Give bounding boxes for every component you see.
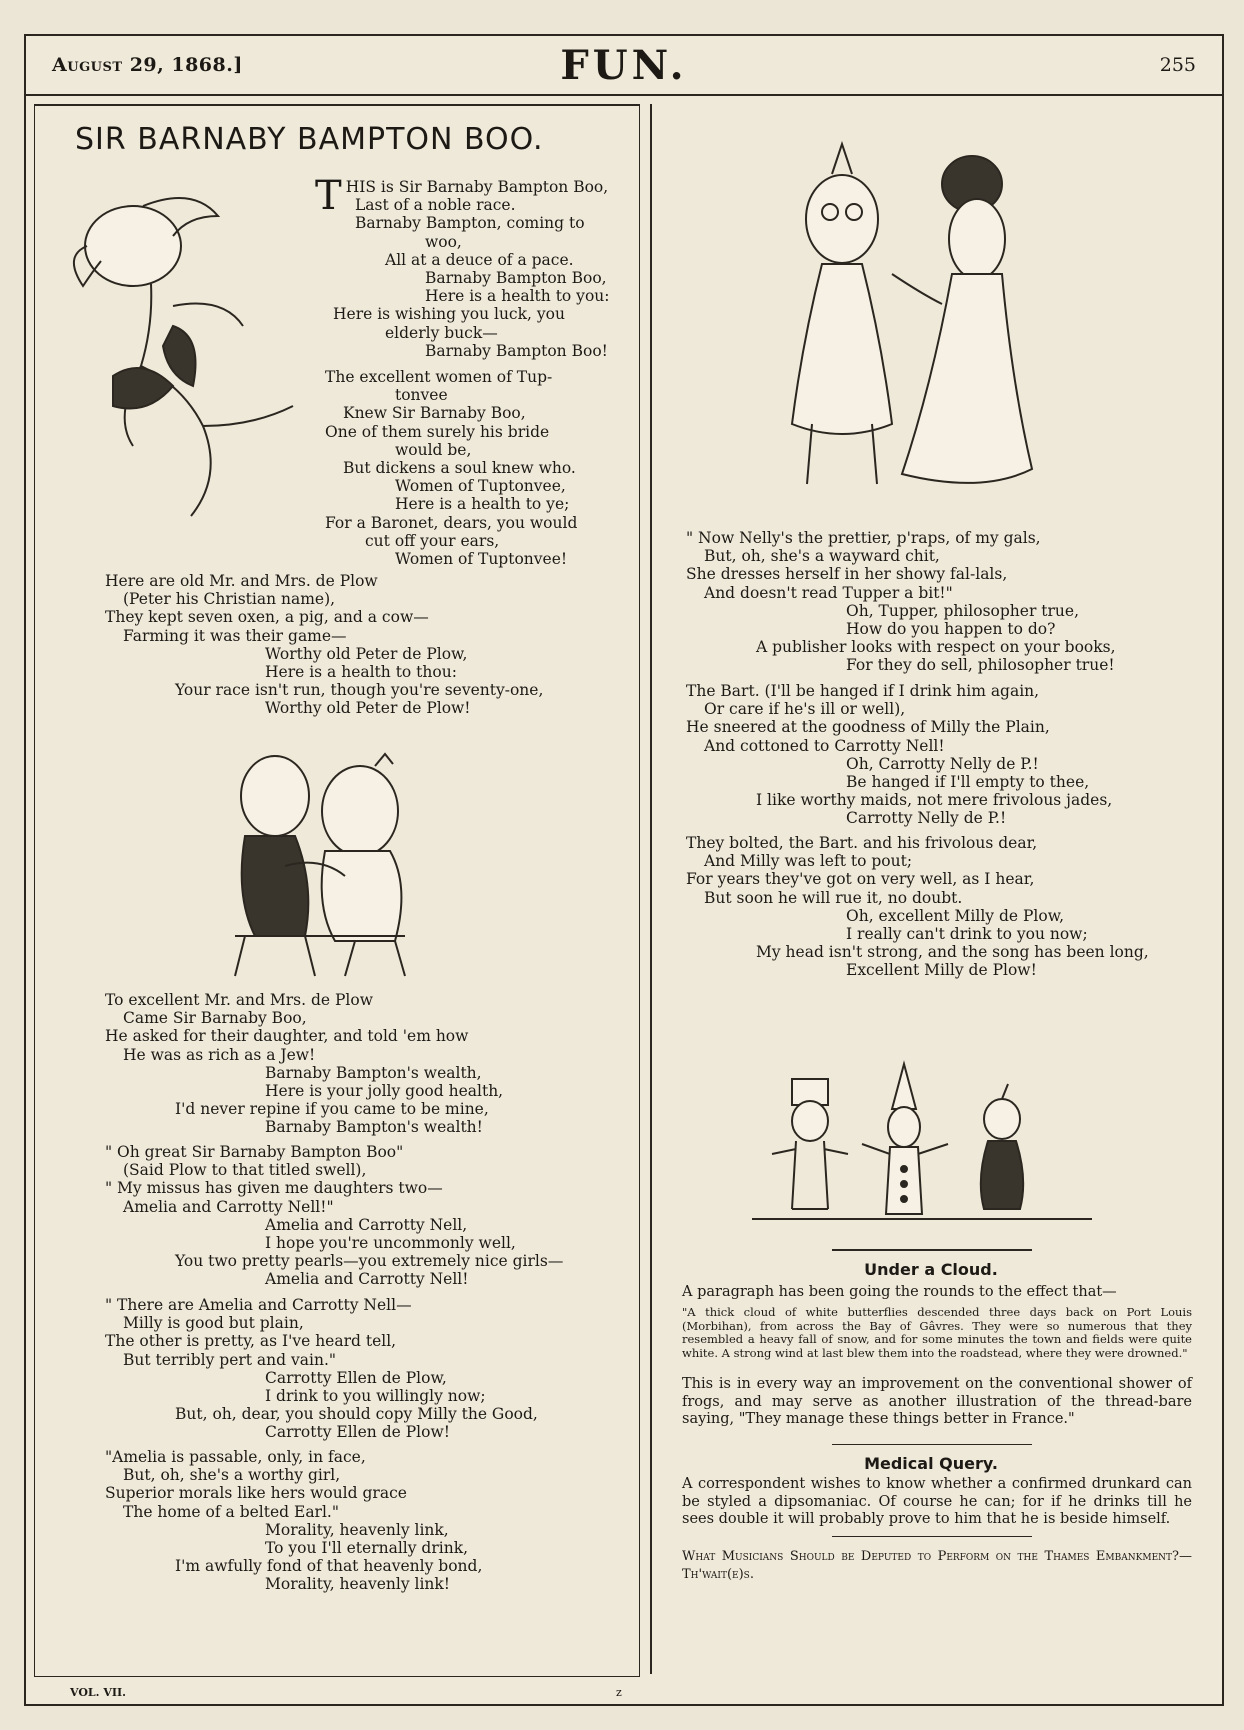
stanza-6 bbox=[105, 1296, 625, 1442]
verse-line: She dresses herself in her showy fal-lals, bbox=[686, 565, 1008, 584]
verse-line: Oh, Tupper, philosopher true, bbox=[846, 601, 1080, 620]
verse-line: Here is your jolly good health, bbox=[265, 1082, 504, 1101]
verse-line: My head isn't strong, and the song has been long, bbox=[756, 943, 1149, 962]
verse-line: They kept seven oxen, a pig, and a cow— bbox=[105, 608, 429, 627]
verse-line: One of them surely his bride bbox=[325, 422, 550, 441]
medical-heading: Medical Query. bbox=[864, 1454, 998, 1473]
verse-line: " My missus has given me daughters two— bbox=[105, 1179, 443, 1198]
stanza-5 bbox=[105, 1143, 625, 1289]
verse-line: Here is a health to you: bbox=[425, 287, 610, 306]
verse-line: He sneered at the goodness of Milly the Plain, bbox=[686, 718, 1050, 737]
verse-line: Milly is good but plain, bbox=[123, 1314, 304, 1333]
verse-line: I hope you're uncommonly well, bbox=[265, 1234, 516, 1253]
verse-line: Amelia and Carrotty Nell!" bbox=[123, 1197, 334, 1216]
verse-line: But dickens a soul knew who. bbox=[343, 459, 576, 478]
right-column bbox=[650, 104, 1210, 1674]
verse-line: Worthy old Peter de Plow! bbox=[265, 699, 471, 718]
verse-line: For a Baronet, dears, you would bbox=[325, 513, 578, 532]
verse-line: Morality, heavenly link, bbox=[265, 1520, 449, 1539]
volume-label: VOL. VII. bbox=[70, 1686, 126, 1699]
left-column bbox=[34, 104, 640, 1677]
medical-body: A correspondent wishes to know whether a confirmed drunkard can be styled a dipsomaniac. Of course he can; for if he drinks till he sees double it will probably prove to him that he is beside himself. bbox=[682, 1476, 1192, 1527]
verse-line: He asked for their daughter, and told 'em how bbox=[105, 1027, 469, 1046]
stanza-2 bbox=[325, 368, 631, 568]
verse-line: Carrotty Ellen de Plow, bbox=[265, 1368, 447, 1387]
seated-couple-illustration bbox=[205, 736, 465, 986]
stanza-1: THIS is Sir Barnaby Bampton Boo, Last of a noble race. Barnaby Bampton, coming to woo, All at a deuce of a pace. Barnaby Bampton Boo, Here is a health to you: Here is wishing you luck, you elderly buck— Barnaby Bampton Boo! bbox=[315, 178, 631, 360]
right-stanza-2 bbox=[686, 682, 1206, 828]
verse-line: Here are old Mr. and Mrs. de Plow bbox=[105, 572, 378, 590]
verse-line: tonvee bbox=[395, 386, 448, 405]
verse-line: (Peter his Christian name), bbox=[123, 590, 336, 609]
verse-line: But soon he will rue it, no doubt. bbox=[704, 888, 963, 907]
verse-line: Worthy old Peter de Plow, bbox=[265, 644, 468, 663]
verse-line: He was as rich as a Jew! bbox=[123, 1045, 316, 1064]
cloud-heading: Under a Cloud. bbox=[864, 1260, 998, 1279]
verse-line: Women of Tuptonvee! bbox=[395, 550, 568, 569]
section-rule bbox=[832, 1536, 1032, 1537]
cloud-body: This is in every way an improvement on the conventional shower of frogs, and may serve as another illustration of the thread-bare saying, "They manage these things better in France." bbox=[682, 1376, 1192, 1427]
three-figures-illustration bbox=[752, 1059, 1092, 1234]
verse-line: HIS is Sir Barnaby Bampton Boo, bbox=[345, 178, 609, 196]
verse-line: How do you happen to do? bbox=[846, 620, 1056, 639]
verse-line: (Said Plow to that titled swell), bbox=[123, 1161, 367, 1180]
stanza-7 bbox=[105, 1448, 625, 1594]
section-rule bbox=[832, 1444, 1032, 1445]
verse-line: Or care if he's ill or well), bbox=[704, 700, 906, 719]
verse-line: I drink to you willingly now; bbox=[265, 1387, 486, 1406]
verse-line: Oh, Carrotty Nelly de P.! bbox=[846, 754, 1039, 773]
verse-line: To excellent Mr. and Mrs. de Plow bbox=[105, 991, 373, 1009]
verse-line: Carrotty Ellen de Plow! bbox=[265, 1423, 450, 1442]
verse-line: elderly buck— bbox=[385, 323, 498, 342]
verse-line: But, oh, she's a wayward chit, bbox=[704, 547, 940, 566]
verse-line: The home of a belted Earl." bbox=[123, 1502, 339, 1521]
verse-line: Barnaby Bampton Boo, bbox=[425, 269, 607, 288]
verse-line: Superior morals like hers would grace bbox=[105, 1484, 407, 1503]
right-stanza-1 bbox=[686, 529, 1206, 675]
verse-line: Women of Tuptonvee, bbox=[395, 477, 566, 496]
verse-line: I'd never repine if you came to be mine, bbox=[175, 1100, 489, 1119]
verse-line: Barnaby Bampton's wealth! bbox=[265, 1118, 483, 1137]
verse-line: You two pretty pearls—you extremely nice girls— bbox=[175, 1252, 564, 1271]
verse-line: But terribly pert and vain." bbox=[123, 1350, 336, 1369]
verse-line: Amelia and Carrotty Nell, bbox=[265, 1215, 468, 1234]
verse-line: And Milly was left to pout; bbox=[704, 852, 913, 871]
issue-date: August 29, 1868.] bbox=[52, 54, 243, 76]
musicians-note: What Musicians Should be Deputed to Perform on the Thames Embankment?—Th'wait(e)s. bbox=[682, 1549, 1192, 1582]
verse-line: woo, bbox=[425, 232, 462, 251]
verse-line: I really can't drink to you now; bbox=[846, 925, 1088, 944]
verse-line: would be, bbox=[395, 440, 472, 459]
verse-line: cut off your ears, bbox=[365, 531, 500, 550]
verse-line: Here is a health to thou: bbox=[265, 663, 457, 682]
verse-line: Amelia and Carrotty Nell! bbox=[265, 1270, 469, 1289]
page-header bbox=[26, 36, 1222, 96]
verse-line: And cottoned to Carrotty Nell! bbox=[704, 736, 945, 755]
verse-line: " Oh great Sir Barnaby Bampton Boo" bbox=[105, 1143, 404, 1161]
verse-line: Barnaby Bampton Boo! bbox=[425, 341, 608, 360]
right-stanza-3 bbox=[686, 834, 1206, 980]
masthead: FUN. bbox=[560, 42, 688, 89]
cloud-intro: A paragraph has been going the rounds to the effect that— bbox=[682, 1284, 1117, 1300]
verse-line: Be hanged if I'll empty to thee, bbox=[846, 773, 1090, 792]
verse-line: A publisher looks with respect on your books, bbox=[756, 638, 1116, 657]
verse-line: Last of a noble race. bbox=[355, 196, 516, 215]
verse-line: Excellent Milly de Plow! bbox=[846, 961, 1037, 980]
verse-line: Morality, heavenly link! bbox=[265, 1575, 451, 1594]
verse-line: Here is a health to ye; bbox=[395, 495, 570, 514]
verse-line: For they do sell, philosopher true! bbox=[846, 656, 1115, 675]
verse-line: Oh, excellent Milly de Plow, bbox=[846, 906, 1065, 925]
verse-line: Your race isn't run, though you're seventy-one, bbox=[175, 681, 544, 700]
verse-line: For years they've got on very well, as I hear, bbox=[686, 870, 1035, 889]
poem-title: SIR BARNABY BAMPTON BOO. bbox=[75, 122, 544, 157]
verse-line: Barnaby Bampton's wealth, bbox=[265, 1063, 482, 1082]
cloud-quote: "A thick cloud of white butterflies descended three days back on Port Louis (Morbihan), from across the Bay of Gâvres. They were so numerous that they resembled a heavy fall of snow, and for some minutes the town and fields were quite white. A strong wind at last blew them into the roadstead, where they were drowned." bbox=[682, 1305, 1192, 1360]
verse-line: I'm awfully fond of that heavenly bond, bbox=[175, 1557, 483, 1576]
verse-line: And doesn't read Tupper a bit!" bbox=[704, 583, 953, 602]
verse-line: They bolted, the Bart. and his frivolous dear, bbox=[686, 834, 1038, 852]
verse-line: Knew Sir Barnaby Boo, bbox=[343, 404, 526, 423]
verse-line: " Now Nelly's the prettier, p'raps, of my gals, bbox=[686, 529, 1041, 547]
verse-line: The Bart. (I'll be hanged if I drink him again, bbox=[686, 682, 1040, 700]
verse-line: Barnaby Bampton, coming to bbox=[355, 214, 585, 233]
newspaper-page bbox=[24, 34, 1224, 1706]
verse-line: All at a deuce of a pace. bbox=[385, 250, 574, 269]
verse-line: Farming it was their game— bbox=[123, 626, 347, 645]
verse-line: Came Sir Barnaby Boo, bbox=[123, 1009, 307, 1028]
verse-line: I like worthy maids, not mere frivolous jades, bbox=[756, 791, 1113, 810]
barnaby-illustration bbox=[53, 176, 313, 536]
verse-line: To you I'll eternally drink, bbox=[265, 1539, 469, 1558]
verse-line: " There are Amelia and Carrotty Nell— bbox=[105, 1296, 412, 1314]
verse-line: But, oh, she's a worthy girl, bbox=[123, 1466, 341, 1485]
stanza-4 bbox=[105, 991, 625, 1137]
stanza-3 bbox=[105, 572, 625, 718]
verse-line: The other is pretty, as I've heard tell, bbox=[105, 1332, 397, 1351]
verse-line: Here is wishing you luck, you bbox=[333, 305, 565, 324]
verse-line: Carrotty Nelly de P.! bbox=[846, 809, 1007, 828]
signature-mark: z bbox=[616, 1686, 622, 1699]
verse-line: "Amelia is passable, only, in face, bbox=[105, 1448, 366, 1466]
verse-line: The excellent women of Tup- bbox=[325, 368, 553, 386]
section-rule bbox=[832, 1249, 1032, 1251]
two-ladies-illustration bbox=[772, 124, 1062, 524]
page-number: 255 bbox=[1159, 54, 1196, 76]
verse-line: But, oh, dear, you should copy Milly the Good, bbox=[175, 1405, 538, 1424]
